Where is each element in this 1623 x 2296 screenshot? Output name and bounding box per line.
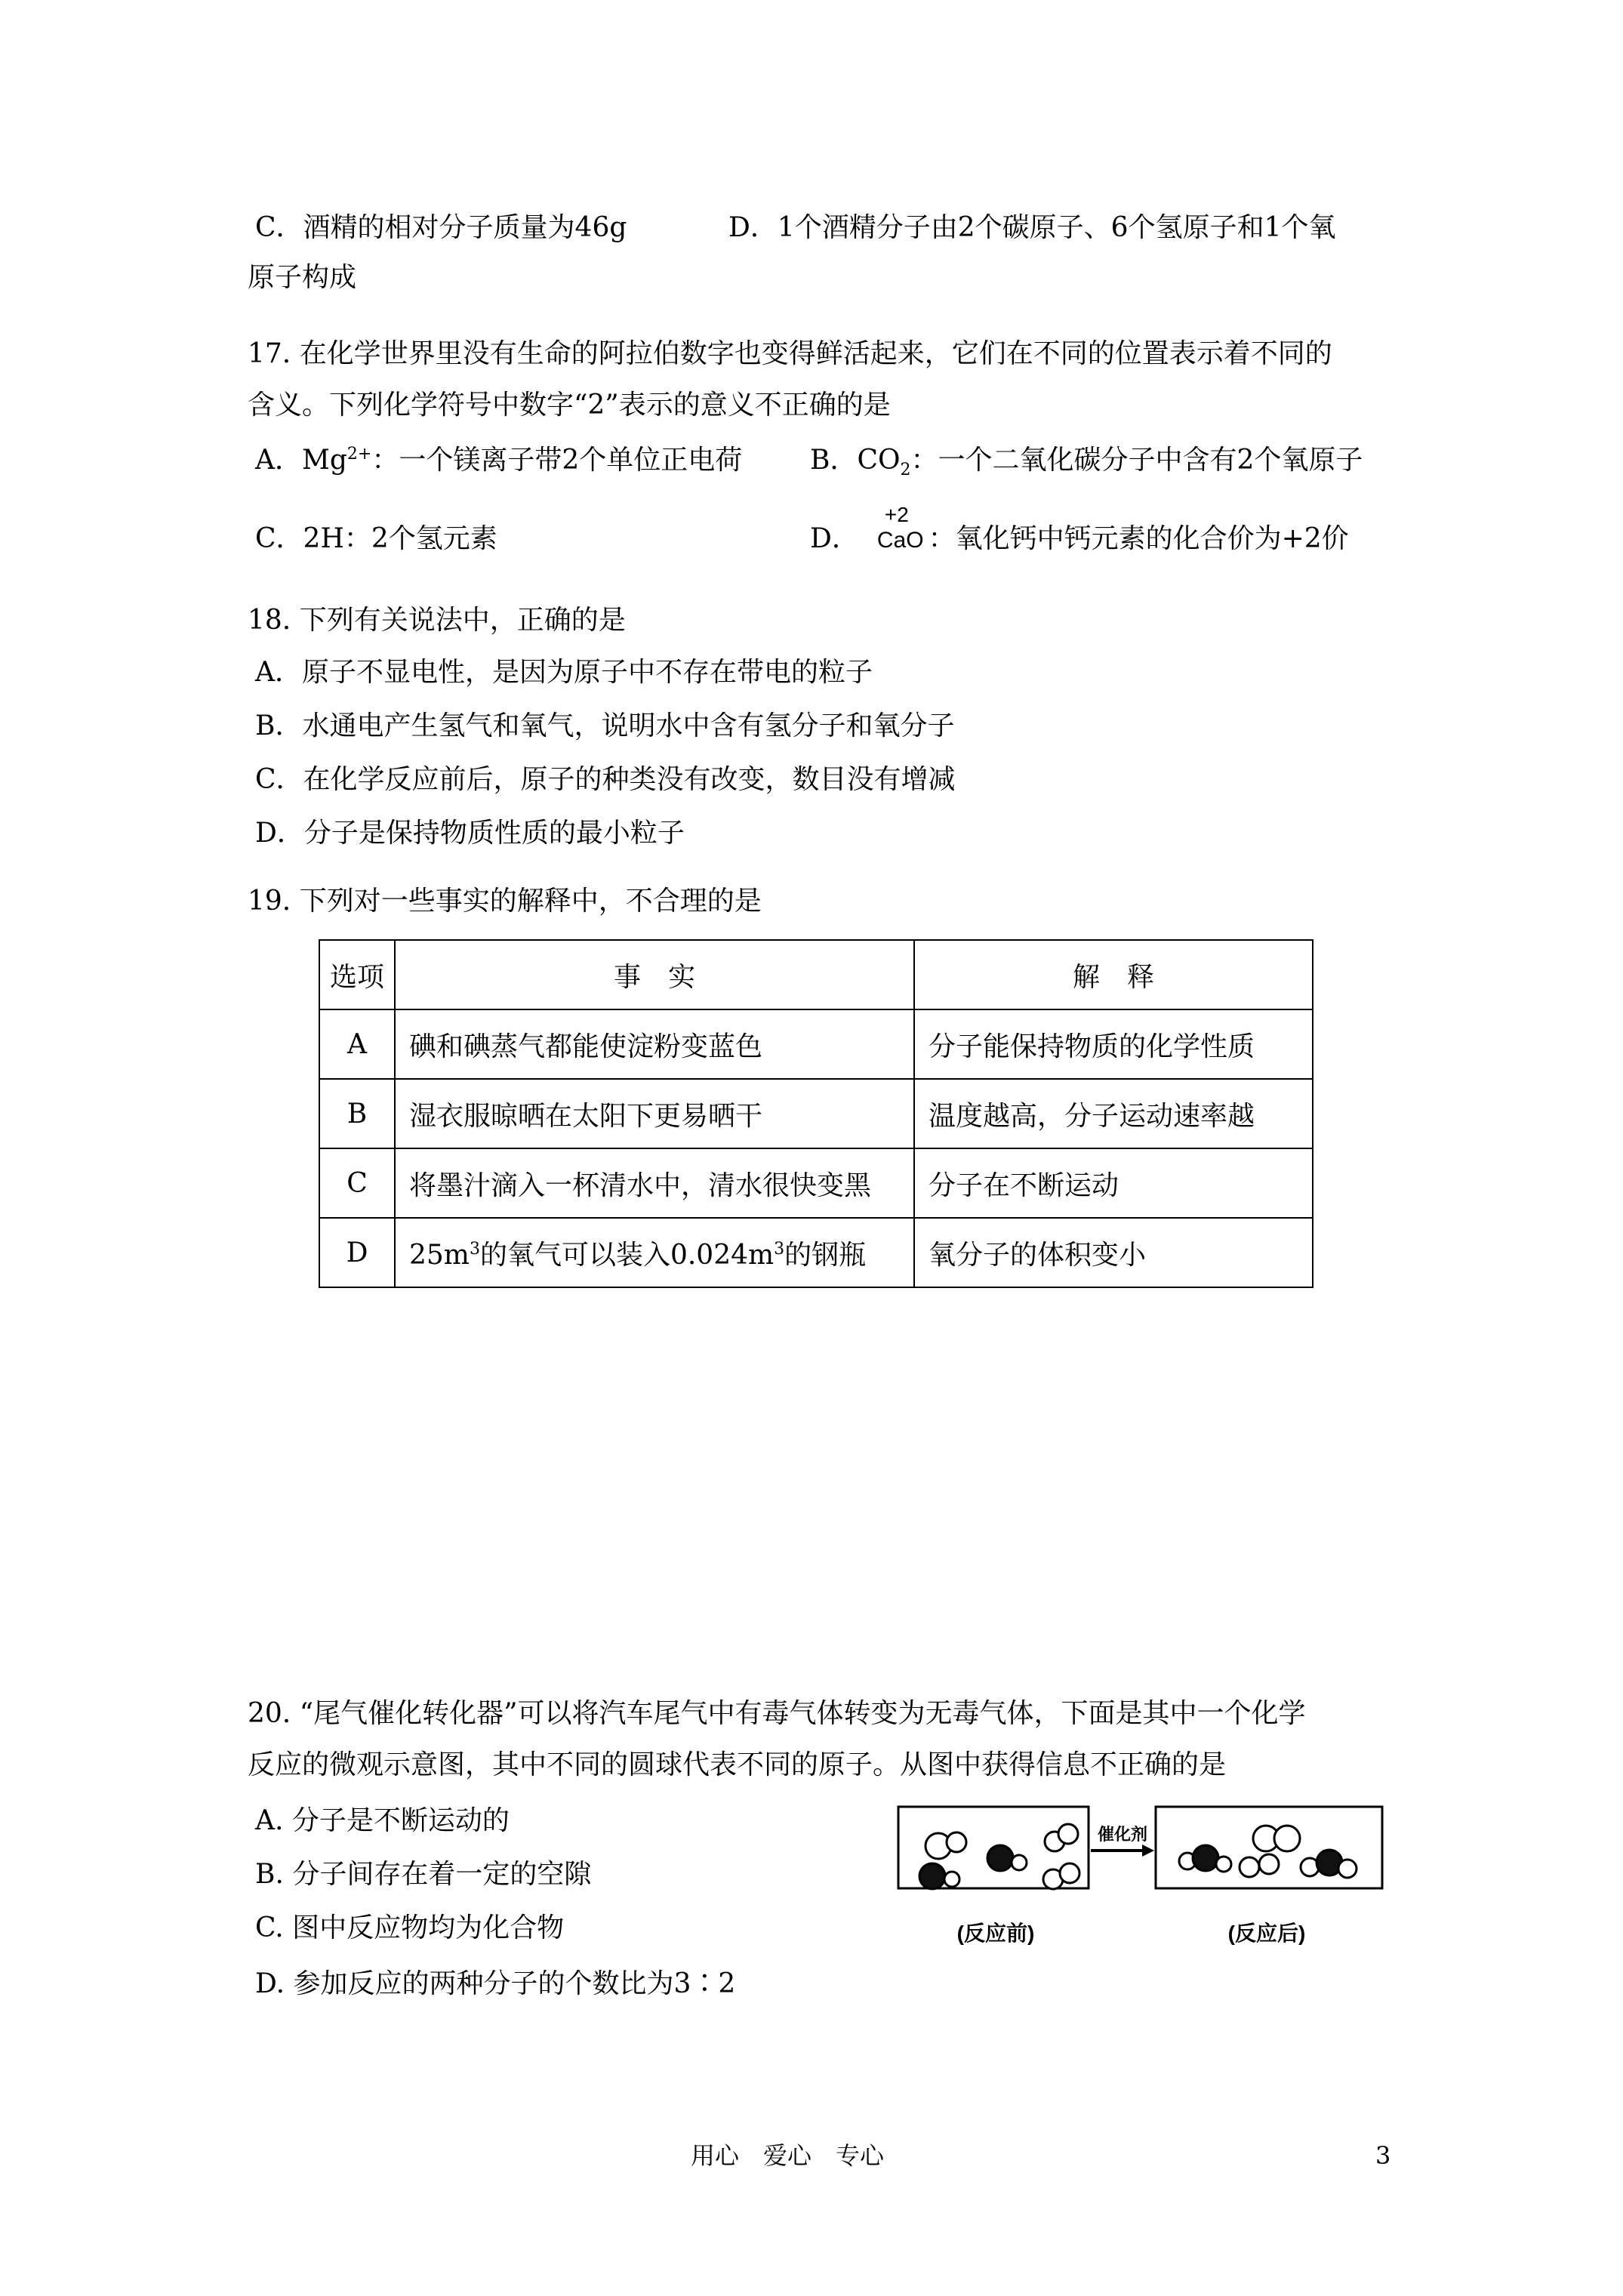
row-option: A [319,1009,395,1079]
table-row [319,1009,1313,1079]
q18-option-a: A．原子不显电性，是因为原子中不存在带电的粒子 [255,657,873,688]
valence-charge: +2 [884,503,909,526]
table-header-row [319,940,1313,1009]
row-fact: 碘和碘蒸气都能使淀粉变蓝色 [395,1009,914,1079]
q19-stem: 19. 下列对一些事实的解释中，不合理的是 [248,886,762,917]
footer-motto: 用心 爱心 专心 [691,2141,885,2170]
before-label: (反应前) [956,1922,1035,1945]
q18-stem: 18. 下列有关说法中，正确的是 [248,605,626,636]
q16-option-d: D．1个酒精分子由2个碳原子、6个氢原子和1个氧 [728,212,1336,243]
row-fact: 将墨汁滴入一杯清水中，清水很快变黑 [395,1148,914,1218]
row-reason: 分子在不断运动 [914,1148,1313,1218]
table-row [319,1218,1313,1287]
row-reason: 分子能保持物质的化学性质 [914,1009,1313,1079]
q16-option-d-cont: 原子构成 [248,262,357,293]
q18-option-b: B．水通电产生氢气和氧气，说明水中含有氢分子和氧分子 [255,710,955,741]
reaction-diagram [895,1801,1393,1967]
q17-option-b: B．$CO_2$：一个二氧化碳分子中含有2个氧原子 [810,445,1363,480]
q17-option-d: D． +2 CaO ：氧化钙中钙元素的化合价为+2价 [810,520,1349,559]
q17-stem-line1: 17. 在化学世界里没有生命的阿拉伯数字也变得鲜活起来，它们在不同的位置表示着不同的 [248,338,1332,369]
q20-option-c: C. 图中反应物均为化合物 [255,1912,565,1943]
after-label: (反应后) [1227,1922,1306,1945]
before-molecules [919,1824,1079,1889]
q20-stem-line2: 反应的微观示意图，其中不同的圆球代表不同的原子。从图中获得信息不正确的是 [248,1749,1227,1780]
row-option: B [319,1079,395,1148]
after-molecules [1179,1826,1357,1878]
q17-stem-line2: 含义。下列化学符号中数字“2”表示的意义不正确的是 [248,390,891,421]
row-reason: 氧分子的体积变小 [914,1218,1313,1287]
q20-option-a: A. 分子是不断运动的 [255,1805,510,1836]
q19-facts-table [319,939,1313,1288]
table-row [319,1079,1313,1148]
row-option: C [319,1148,395,1218]
q18-option-d: D．分子是保持物质性质的最小粒子 [255,818,685,849]
q18-option-c: C．在化学反应前后，原子的种类没有改变，数目没有增减 [255,764,956,795]
valence-formula: +2 CaO [877,522,924,559]
q20-option-b: B. 分子间存在着一定的空隙 [255,1859,592,1890]
q17-option-c: C．2H：2个氢元素 [255,523,497,554]
catalyst-label: 催化剂 [1097,1825,1148,1844]
header-reason: 解 释 [914,940,1313,1009]
row-fact: $25m^3$的氧气可以装入$0.024m^3$的钢瓶 [395,1218,914,1287]
q20-stem-line1: 20. “尾气催化转化器”可以将汽车尾气中有毒气体转变为无毒气体，下面是其中一个化学 [248,1698,1306,1729]
header-fact: 事 实 [395,940,914,1009]
q16-option-c: C．酒精的相对分子质量为46g [255,212,627,243]
q20-option-d: D. 参加反应的两种分子的个数比为3∶2 [255,1968,736,1999]
q17-option-a: A．$Mg^{2+}$：一个镁离子带2个单位正电荷 [255,445,743,476]
page-number: 3 [1375,2141,1391,2170]
row-reason: 温度越高，分子运动速率越 [914,1079,1313,1148]
row-option: D [319,1218,395,1287]
table-row [319,1148,1313,1218]
row-fact: 湿衣服晾晒在太阳下更易晒干 [395,1079,914,1148]
header-option: 选项 [319,940,395,1009]
